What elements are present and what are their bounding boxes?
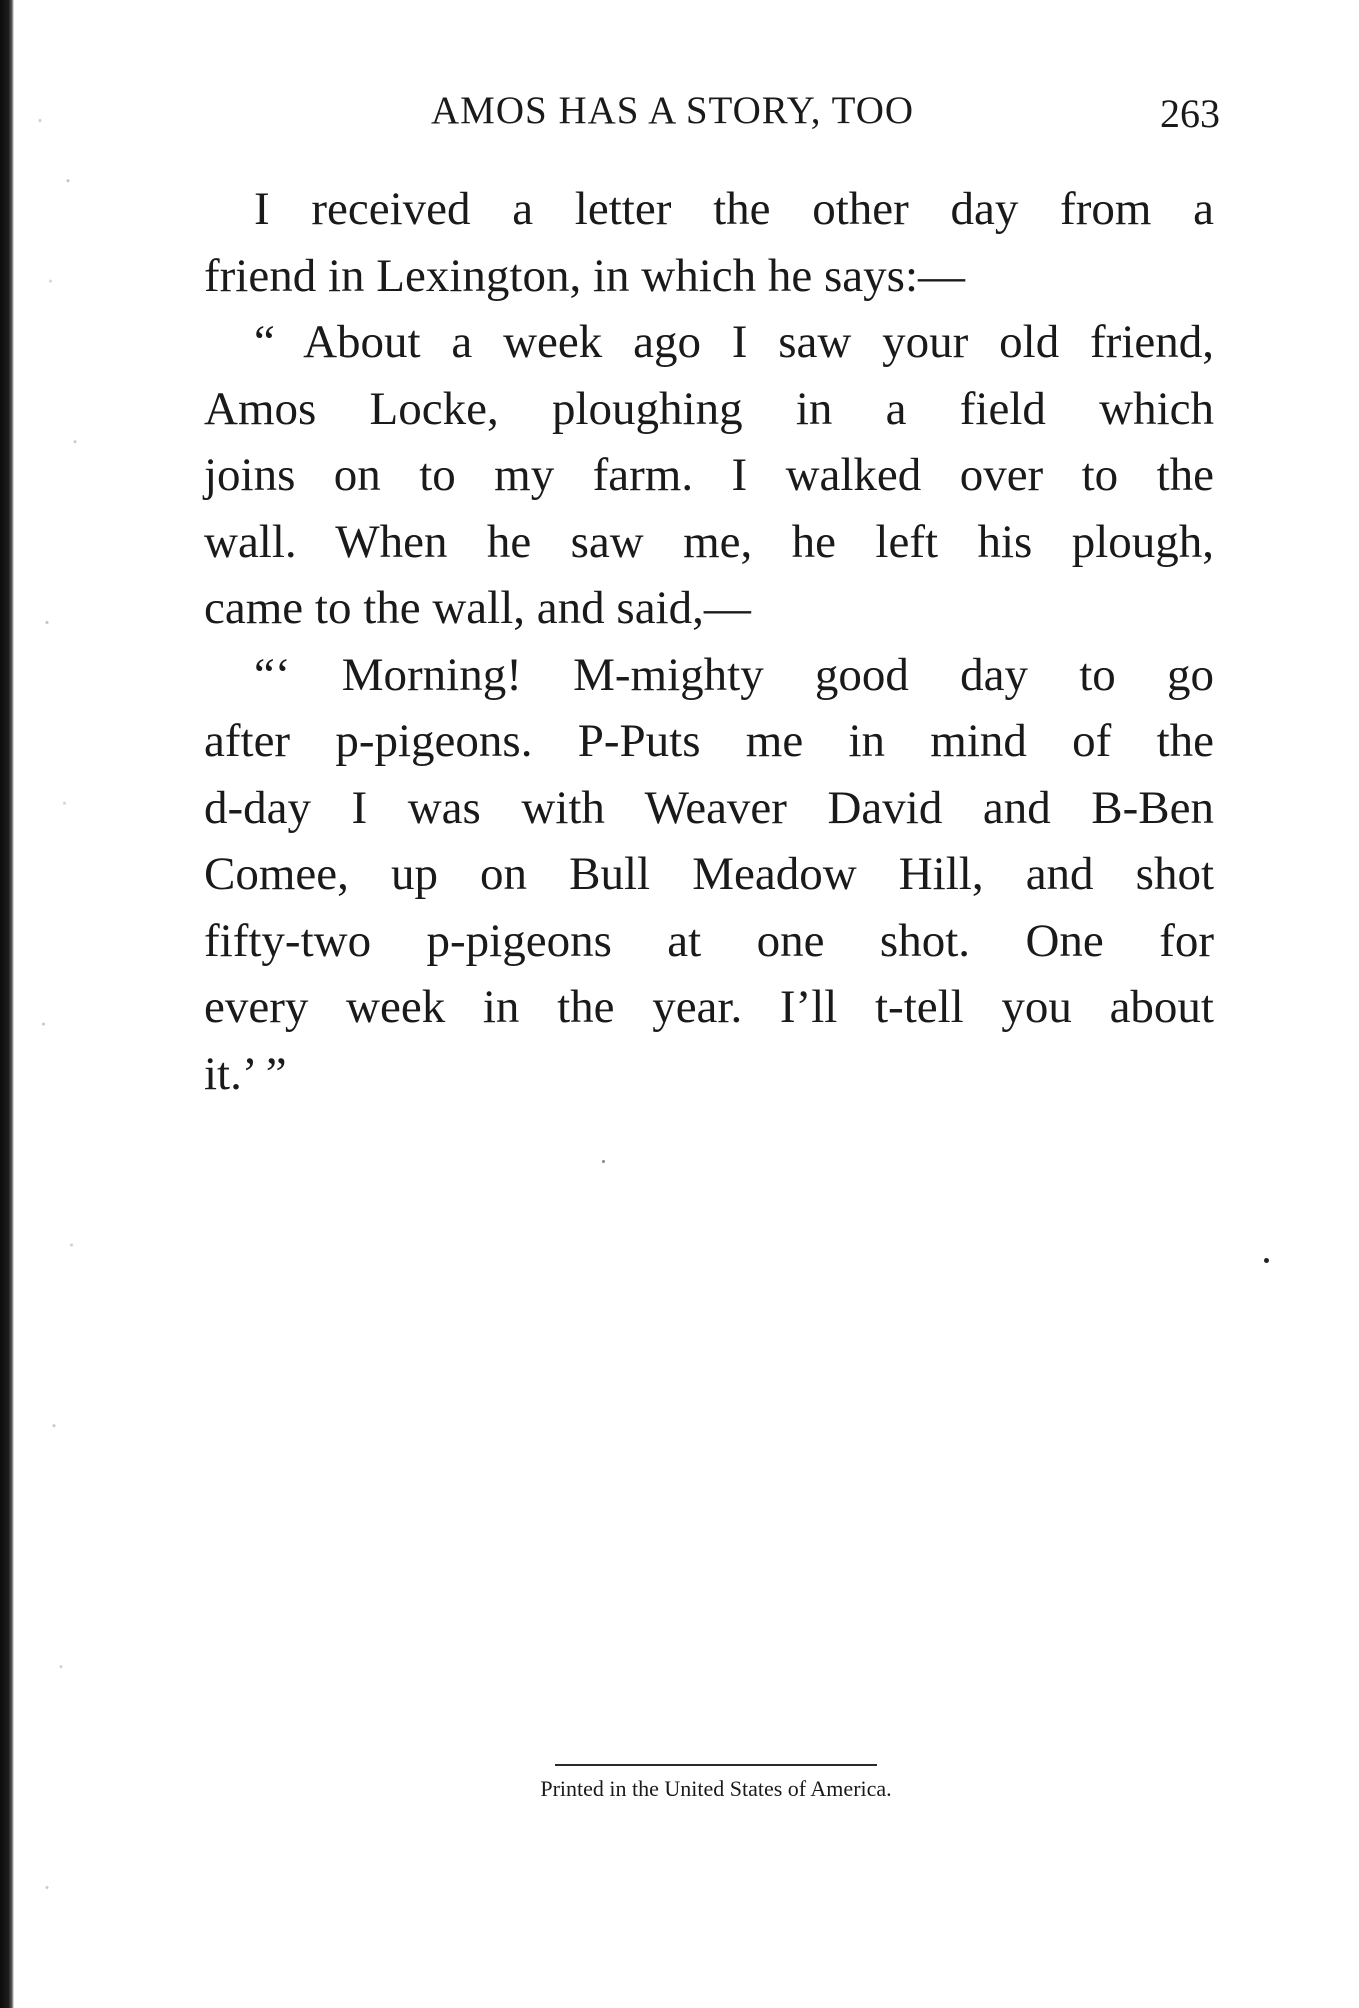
- binding-edge: [0, 0, 14, 2008]
- binding-speckle: [26, 0, 96, 2008]
- running-title: AMOS HAS A STORY, TOO: [431, 89, 915, 132]
- text-line: friend in Lexington, in which he says:—: [204, 249, 965, 302]
- running-head: [200, 88, 1220, 138]
- text-line: Comee, up on Bull Meadow Hill, and shot: [204, 848, 1214, 900]
- printer-imprint: Printed in the United States of America.: [540, 1776, 892, 1801]
- text-line: wall. When he saw me, he left his plough,: [204, 515, 1214, 568]
- text-line: “‘ Morning! M-mighty good day to go: [254, 648, 1214, 701]
- print-speck: [602, 1160, 605, 1163]
- text-line: “ About a week ago I saw your old friend,: [254, 316, 1214, 368]
- text-line: came to the wall, and said,—: [204, 582, 751, 634]
- text-line: it.’ ”: [204, 1047, 287, 1100]
- text-line: fifty-two p-pigeons at one shot. One for: [204, 914, 1214, 967]
- text-line: every week in the year. I’ll t-tell you about: [204, 981, 1214, 1033]
- text-line: I received a letter the other day from a: [254, 183, 1214, 235]
- text-line: d-day I was with Weaver David and B-Ben: [204, 781, 1214, 834]
- text-line: joins on to my farm. I walked over to the: [204, 449, 1214, 501]
- footer-rule: [555, 1764, 877, 1766]
- text-line: after p-pigeons. P-Puts me in mind of the: [204, 715, 1214, 767]
- page-number: 263: [1160, 91, 1220, 136]
- print-speck: [1264, 1258, 1269, 1263]
- body-text: [204, 176, 1214, 1107]
- text-line: Amos Locke, ploughing in a field which: [204, 382, 1214, 435]
